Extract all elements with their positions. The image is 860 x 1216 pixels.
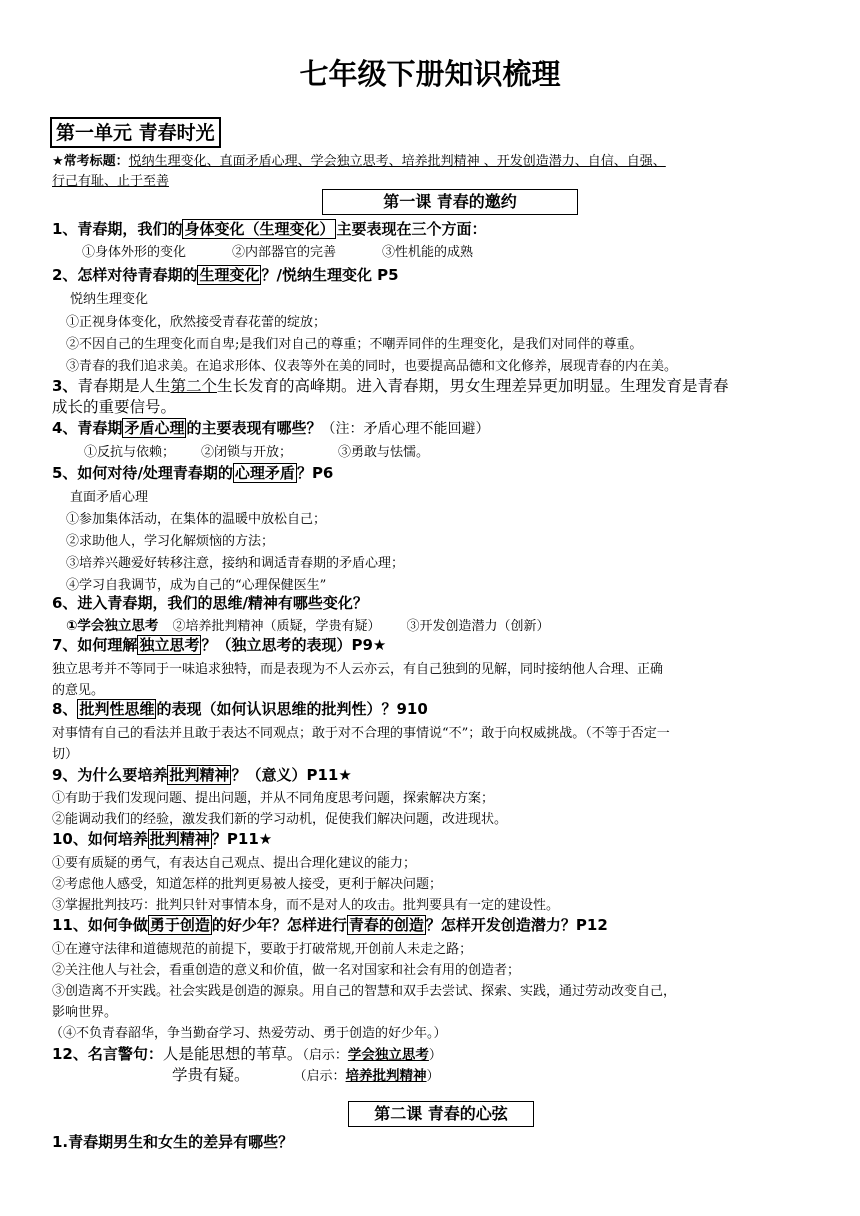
q5-item: ②求助他人，学习化解烦恼的方法； [66, 534, 275, 549]
question-11 [52, 914, 608, 935]
q8-text-cont: 切） [52, 747, 79, 762]
q7-text-cont: 的意见。 [52, 683, 105, 698]
q11-text-b: 的好少年？怎样进行 [211, 916, 347, 934]
question-5 [52, 462, 333, 483]
q12-hint-1-suffix: ） [428, 1048, 442, 1063]
q11-keyword-1: 勇于创造 [149, 916, 210, 934]
q12-hint-1-prefix: （启示： [302, 1048, 348, 1063]
q2-item: ②不因自己的生理变化而自卑;是我们对自己的尊重；不嘲弄同伴的生理变化，是我们对同伴的尊重。 [66, 337, 643, 352]
q5-subtitle: 直面矛盾心理 [70, 490, 149, 505]
q6-items [66, 614, 549, 634]
q12-hint-2-suffix: ） [426, 1069, 440, 1084]
q4-keyword: 矛盾心理 [124, 419, 185, 437]
q3-text-b: 青春期是人生 [77, 377, 171, 395]
key-topics-line-1 [52, 150, 666, 169]
q11-item: ③创造离不开实践。社会实践是创造的源泉。用自己的智慧和双手去尝试、探索、实践，通过劳动改变自己， [52, 984, 677, 999]
q5-item: ①参加集体活动，在集体的温暖中放松自己； [66, 512, 327, 527]
q10-item: ①要有质疑的勇气，有表达自己观点、提出合理化建议的能力； [52, 856, 417, 871]
question-2 [52, 264, 399, 285]
q4-item: ②闭锁与开放； [201, 445, 293, 460]
question-10 [52, 828, 272, 849]
key-topics-label: ★常考标题： [52, 154, 129, 169]
q12-quote-2: 学贵有疑。 [172, 1066, 250, 1084]
q12-hint-2-prefix: （启示： [293, 1069, 346, 1084]
q11-item-cont: 影响世界。 [52, 1005, 118, 1020]
q9-text-b: ？（意义）P11★ [231, 766, 352, 784]
q10-item: ②考虑他人感受，知道怎样的批判更易被人接受，更利于解决问题； [52, 877, 443, 892]
q2-keyword: 生理变化 [199, 266, 260, 284]
q7-text: 独立思考并不等同于一味追求独特，而是表现为不人云亦云，有自己独到的见解，同时接纳他人合理、正确 [52, 662, 664, 677]
point-3-cont: 成长的重要信号。 [52, 398, 177, 416]
lesson-2-title: 第二课 青春的心弦 [348, 1101, 534, 1127]
q5-item: ④学习自我调节，成为自己的“心理保健医生” [66, 578, 327, 593]
question-9 [52, 764, 352, 785]
q4-note: （注：矛盾心理不能回避） [321, 421, 490, 437]
question-8 [52, 698, 428, 719]
q12-quote-1: 人是能思想的苇草。 [162, 1045, 303, 1063]
q4-items [84, 441, 429, 460]
q12-label: 12、名言警句： [52, 1045, 163, 1063]
q1-text-b: 主要表现在三个方面： [336, 220, 487, 238]
point-3 [52, 374, 728, 396]
q6-item: ②培养批判精神（质疑，学贵有疑） [172, 619, 381, 634]
q4-item: ①反抗与依赖； [84, 445, 176, 460]
q3-number: 3、 [52, 377, 78, 395]
q8-text-b: 的表现（如何认识思维的批判性）？910 [156, 700, 428, 718]
q2-item: ③青春的我们追求美。在追求形体、仪表等外在美的同时，也要提高品德和文化修养，展现青春的内在美。 [66, 359, 678, 374]
q9-keyword: 批判精神 [169, 766, 230, 784]
q3-text-c: 生长发育的高峰期。进入青春期，男女生理差异更加明显。生理发育是青春 [216, 377, 729, 395]
lesson-1-title: 第一课 青春的邀约 [322, 189, 578, 215]
unit-title: 第一单元 青春时光 [50, 117, 221, 148]
q8-text-a: 8、 [52, 700, 78, 718]
q7-text-a: 7、如何理解 [52, 636, 138, 654]
q10-text-b: ？P11★ [211, 830, 273, 848]
q1-keyword: 身体变化（生理变化） [184, 220, 335, 238]
q1-text-a: 1、青春期，我们的 [52, 220, 183, 238]
q2-item: ①正视身体变化，欣然接受青春花蕾的绽放； [66, 315, 327, 330]
q11-text-a: 11、如何争做 [52, 916, 148, 934]
q5-text-b: ？P6 [296, 464, 334, 482]
key-topics-line-2: 行己有耻、止于至善 [52, 174, 170, 189]
q8-text: 对事情有自己的看法并且敢于表达不同观点；敢于对不合理的事情说“不”；敢于向权威挑战。（不等于否定一 [52, 726, 670, 741]
q11-item: ②关注他人与社会，看重创造的意义和价值，做一名对国家和社会有用的创造者； [52, 963, 521, 978]
q10-item: ③掌握批判技巧：批判只针对事情本身，而不是对人的攻击。批判要具有一定的建设性。 [52, 898, 560, 913]
question-12 [52, 1042, 442, 1064]
question-4 [52, 417, 489, 438]
question-7 [52, 634, 386, 655]
q2-text-b: ？/悦纳生理变化 P5 [261, 266, 399, 284]
q10-text-a: 10、如何培养 [52, 830, 148, 848]
q12-hint-1: 学会独立思考 [347, 1047, 429, 1063]
q3-underlined: 第二个 [170, 377, 217, 395]
question-6: 6、进入青春期，我们的思维/精神有哪些变化？ [52, 594, 368, 612]
q2-subtitle: 悦纳生理变化 [70, 292, 149, 307]
q4-text-a: 4、青春期 [52, 419, 123, 437]
page-title: 七年级下册知识梳理 [299, 57, 561, 91]
q11-text-c: ？怎样开发创造潜力？P12 [425, 916, 608, 934]
q9-item: ①有助于我们发现问题、提出问题，并从不同角度思考问题，探索解决方案； [52, 791, 495, 806]
q11-item: ①在遵守法律和道德规范的前提下，要敢于打破常规,开创前人未走之路； [52, 942, 473, 957]
q11-keyword-2: 青春的创造 [348, 916, 424, 934]
question-12-line-2 [172, 1063, 440, 1085]
q1-item: ①身体外形的变化 [82, 245, 187, 260]
q7-keyword: 独立思考 [139, 636, 200, 654]
q4-text-b: 的主要表现有哪些？ [186, 419, 322, 437]
q1-items [82, 241, 473, 260]
q9-item: ②能调动我们的经验，激发我们新的学习动机，促使我们解决问题，改进现状。 [52, 812, 508, 827]
q4-item: ③勇敢与怯懦。 [338, 445, 430, 460]
q6-item: ①学会独立思考 [66, 618, 159, 634]
q7-text-b: ？（独立思考的表现）P9★ [201, 636, 387, 654]
q11-item: （④不负青春韶华，争当勤奋学习、热爱劳动、勇于创造的好少年。） [50, 1026, 447, 1041]
q12-hint-2: 培养批判精神 [345, 1068, 427, 1084]
q9-text-a: 9、为什么要培养 [52, 766, 168, 784]
q5-keyword: 心理矛盾 [234, 464, 295, 482]
q6-item: ③开发创造潜力（创新） [406, 619, 550, 634]
q5-item: ③培养兴趣爱好转移注意，接纳和调适青春期的矛盾心理； [66, 556, 405, 571]
q2-text-a: 2、怎样对待青春期的 [52, 266, 198, 284]
key-topics-text: 悦纳生理变化、直面矛盾心理、学会独立思考、培养批判精神 、开发创造潜力、自信、自强、 [128, 154, 666, 169]
q8-keyword: 批判性思维 [79, 700, 155, 718]
q10-keyword: 批判精神 [149, 830, 210, 848]
q1-item: ③性机能的成熟 [382, 245, 474, 260]
q5-text-a: 5、如何对待/处理青春期的 [52, 464, 233, 482]
question-1 [52, 218, 486, 239]
lesson-2-question-1: 1.青春期男生和女生的差异有哪些？ [52, 1133, 294, 1151]
q1-item: ②内部器官的完善 [232, 245, 337, 260]
